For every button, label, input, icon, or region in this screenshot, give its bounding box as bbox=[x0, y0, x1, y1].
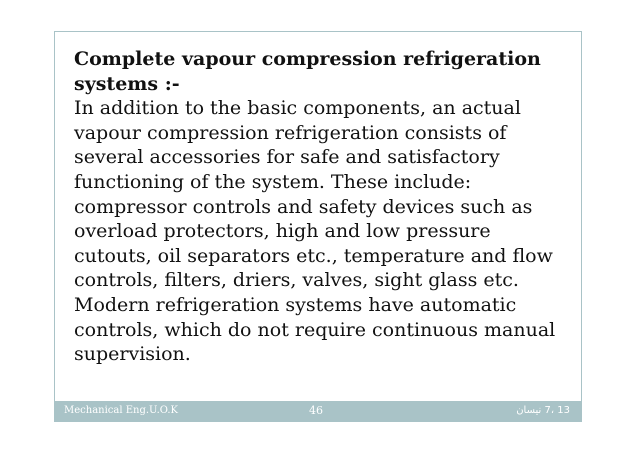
footer-institution: Mechanical Eng.U.O.K bbox=[64, 405, 179, 416]
slide-footer bbox=[54, 401, 582, 422]
footer-page-number: 46 bbox=[309, 404, 323, 417]
slide-content bbox=[74, 47, 574, 367]
slide-title: Complete vapour compression refrigeration systems :- bbox=[74, 48, 541, 95]
slide-body-text: In addition to the basic components, an actual vapour compression refrigeration consists of several accessories for safe and satisfactory functioning of the system. These include: compressor controls and safety devices such as overload protectors, high and low pressure cutouts, oil separators etc., temperature and flow controls, filters, driers, valves, sight glass etc. Modern refrigeration systems have automatic controls, which do not require continuous manual supervision. bbox=[74, 97, 556, 366]
footer-date: 13 ،7 نيسان bbox=[516, 405, 570, 416]
